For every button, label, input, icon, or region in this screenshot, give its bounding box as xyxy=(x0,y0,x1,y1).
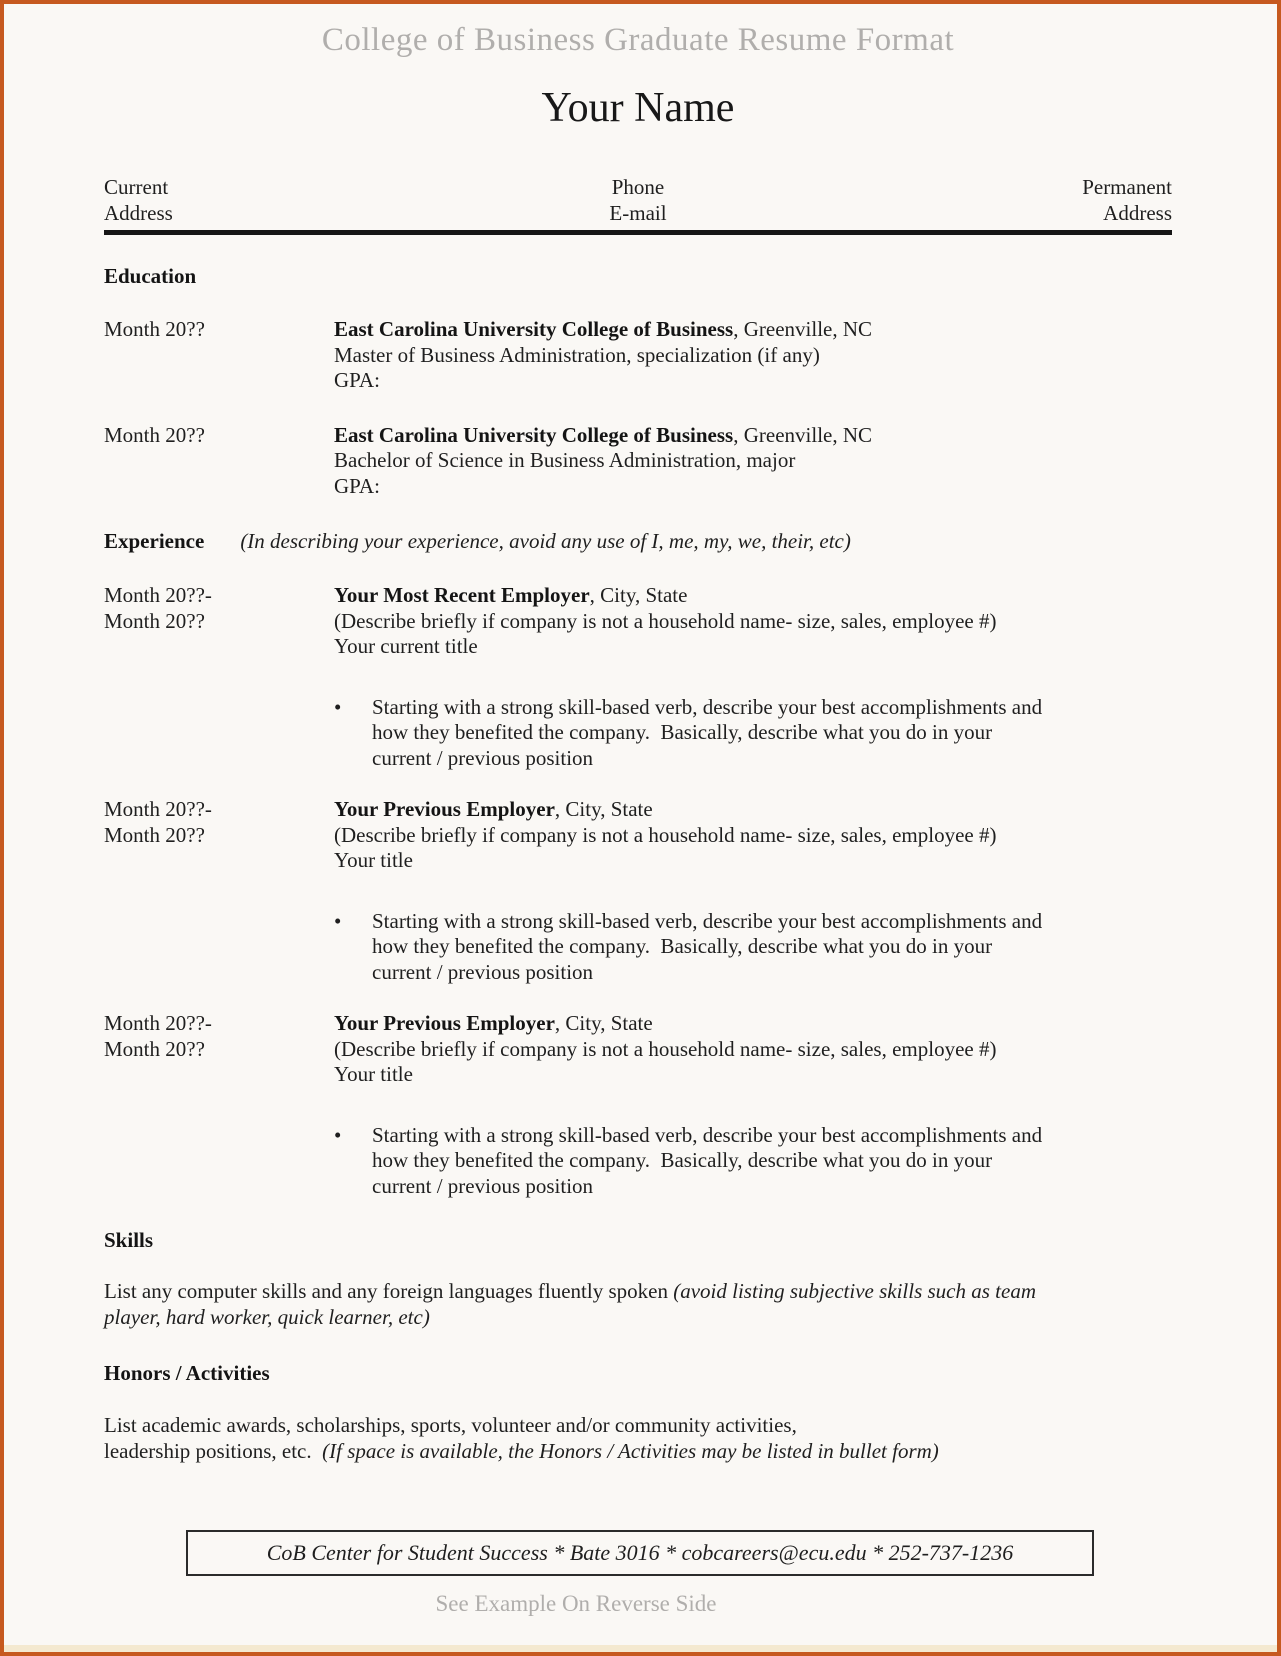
education-gpa: GPA: xyxy=(334,473,380,498)
career-center-info-text: CoB Center for Student Success * Bate 3016 * cobcareers@ecu.edu * 252-737-1236 xyxy=(266,1540,1014,1565)
experience-entry xyxy=(104,583,1172,660)
bullet-text-line1: Starting with a strong skill-based verb, describe your best accomplishments and xyxy=(372,908,1043,933)
experience-job-title: Your current title xyxy=(334,634,478,658)
experience-bullet-text xyxy=(372,909,1122,986)
experience-company-desc: (Describe briefly if company is not a household name- size, sales, employee #) xyxy=(334,822,997,847)
experience-bullet-text xyxy=(372,1123,1122,1200)
skills-line2-italic: player, hard worker, quick learner, etc) xyxy=(104,1304,430,1329)
bullet-text-line3: current / previous position xyxy=(372,745,594,770)
experience-entry xyxy=(104,797,1172,874)
honors-line2-italic: (If space is available, the Honors / Activities may be listed in bullet form) xyxy=(322,1438,939,1463)
experience-dates xyxy=(104,583,334,660)
education-date: Month 20?? xyxy=(104,422,205,447)
contact-phone-line1: Phone xyxy=(611,175,665,199)
experience-employer-location: , City, State xyxy=(554,797,653,821)
skills-line1-regular: List any computer skills and any foreign languages fluently spoken xyxy=(104,1279,674,1303)
experience-dates xyxy=(104,1011,334,1088)
bullet-text-line2: how they benefited the company. Basically, describe what you do in your xyxy=(372,720,993,744)
honors-paragraph xyxy=(104,1413,1172,1464)
reverse-side-note: See Example On Reverse Side xyxy=(435,1591,717,1616)
skills-line1-italic: (avoid listing subjective skills such as team xyxy=(673,1279,1036,1303)
experience-employer-name: Your Previous Employer xyxy=(334,1011,555,1035)
bullet-spacer xyxy=(104,909,334,986)
experience-dates xyxy=(104,797,334,874)
experience-date-start: Month 20??- xyxy=(104,1011,212,1035)
skills-paragraph xyxy=(104,1279,1172,1330)
contact-current-address xyxy=(104,174,460,226)
education-school-location: , Greenville, NC xyxy=(733,422,873,447)
education-degree: Bachelor of Science in Business Administration, major xyxy=(334,448,796,472)
education-gpa: GPA: xyxy=(334,368,380,392)
education-school-name: East Carolina University College of Business xyxy=(334,422,734,447)
experience-note: (In describing your experience, avoid any use of I, me, my, we, their, etc) xyxy=(240,529,851,553)
bullet-text-line2: how they benefited the company. Basically, describe what you do in your xyxy=(372,934,993,958)
contact-header xyxy=(104,174,1172,235)
education-details xyxy=(334,317,1172,394)
education-school-line xyxy=(334,317,1172,343)
honors-line2 xyxy=(104,1439,1172,1465)
experience-employer-name: Your Most Recent Employer xyxy=(334,583,590,607)
bullet-text-line1: Starting with a strong skill-based verb, describe your best accomplishments and xyxy=(372,1122,1043,1147)
experience-job-title: Your title xyxy=(334,1062,413,1086)
experience-employer-line xyxy=(334,583,1172,609)
education-entry xyxy=(104,317,1172,394)
education-school-name: East Carolina University College of Business xyxy=(334,317,734,341)
experience-employer-location: , City, State xyxy=(554,1011,653,1035)
education-school-location: , Greenville, NC xyxy=(733,317,873,341)
experience-bullet-text xyxy=(372,695,1122,772)
experience-details xyxy=(334,1011,1172,1088)
experience-company-desc: (Describe briefly if company is not a household name- size, sales, employee #) xyxy=(334,608,997,633)
page-content xyxy=(4,20,1277,1617)
bullet-spacer xyxy=(104,1123,334,1200)
document-title: College of Business Graduate Resume Format xyxy=(321,22,955,58)
experience-bullet-item xyxy=(104,1123,1172,1200)
education-entry xyxy=(104,423,1172,500)
experience-date-start: Month 20??- xyxy=(104,797,212,821)
experience-employer-line xyxy=(334,1011,1172,1037)
education-school-line xyxy=(334,423,1172,449)
honors-line1: List academic awards, scholarships, sports, volunteer and/or community activities, xyxy=(104,1413,797,1437)
contact-phone-email xyxy=(460,174,816,226)
experience-employer-location: , City, State xyxy=(589,583,688,607)
honors-heading: Honors / Activities xyxy=(104,1361,270,1385)
bullet-text-line2: how they benefited the company. Basically, describe what you do in your xyxy=(372,1148,993,1172)
experience-date-end: Month 20?? xyxy=(104,1036,205,1061)
experience-details xyxy=(334,797,1172,874)
bullet-icon: • xyxy=(334,908,342,933)
education-date: Month 20?? xyxy=(104,317,205,341)
contact-phone-line2: E-mail xyxy=(609,201,667,225)
bullet-icon: • xyxy=(334,1122,342,1147)
skills-heading: Skills xyxy=(104,1228,154,1252)
bullet-icon: • xyxy=(334,694,342,719)
contact-permanent-line1: Permanent xyxy=(1082,175,1172,199)
experience-company-desc: (Describe briefly if company is not a household name- size, sales, employee #) xyxy=(334,1036,997,1061)
experience-heading: Experience xyxy=(104,529,205,553)
experience-employer-line xyxy=(334,797,1172,823)
education-heading: Education xyxy=(104,264,197,288)
education-details xyxy=(334,423,1172,500)
experience-date-end: Month 20?? xyxy=(104,822,205,847)
bullet-text-line1: Starting with a strong skill-based verb, describe your best accomplishments and xyxy=(372,694,1043,719)
bullet-text-line3: current / previous position xyxy=(372,959,594,984)
contact-current-line1: Current xyxy=(104,175,169,199)
experience-date-end: Month 20?? xyxy=(104,608,205,633)
honors-line2-regular: leadership positions, etc. xyxy=(104,1438,323,1463)
experience-bullet-item xyxy=(104,909,1172,986)
experience-details xyxy=(334,583,1172,660)
experience-date-start: Month 20??- xyxy=(104,583,212,607)
experience-bullet-item xyxy=(104,695,1172,772)
experience-job-title: Your title xyxy=(334,848,413,872)
skills-line1 xyxy=(104,1279,1172,1305)
bullet-text-line3: current / previous position xyxy=(372,1173,594,1198)
contact-permanent-address xyxy=(816,174,1172,226)
career-center-info-box xyxy=(186,1530,1094,1576)
experience-employer-name: Your Previous Employer xyxy=(334,797,555,821)
applicant-name-placeholder: Your Name xyxy=(541,85,735,131)
education-degree: Master of Business Administration, specialization (if any) xyxy=(334,342,820,367)
experience-entry xyxy=(104,1011,1172,1088)
contact-permanent-line2: Address xyxy=(1103,201,1172,225)
bullet-spacer xyxy=(104,695,334,772)
experience-heading-row xyxy=(104,528,1172,554)
contact-current-line2: Address xyxy=(104,201,173,225)
